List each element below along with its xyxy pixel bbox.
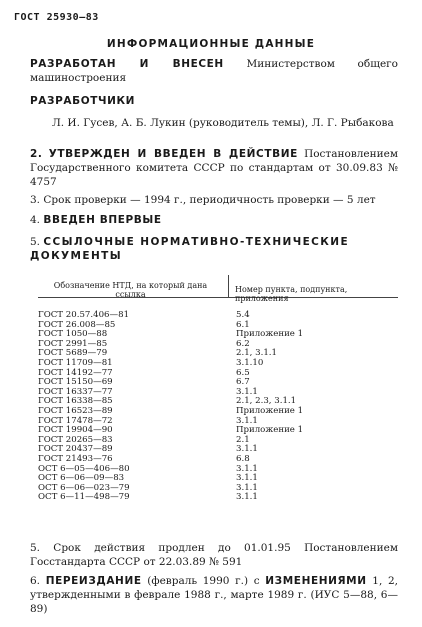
- table-cell-document: ОСТ 6—11—498—79: [38, 492, 130, 503]
- table-cell-clause: Приложение 1: [236, 329, 304, 340]
- table-cell-document: ОСТ 6—05—406—80: [38, 463, 130, 474]
- check-num: 3.: [30, 194, 41, 206]
- table-cell-clause: 6.8: [236, 453, 250, 464]
- table-col2-header: Номер пункта, подпункта, приложения: [235, 285, 348, 303]
- table-cell-clause: 3.1.1: [236, 492, 258, 503]
- table-cell-clause: 3.1.1: [236, 415, 258, 426]
- extended-num: 5.: [30, 542, 41, 554]
- table-body: [38, 311, 398, 503]
- table-cell-clause: 2.1, 2.3, 3.1.1: [236, 396, 297, 407]
- approved-text: Постановлением Государственного комитета СССР по стандартам от 30.09.83 № 4757: [30, 148, 398, 188]
- table-cell-document: ГОСТ 16337—77: [38, 386, 113, 397]
- table-cell-clause: Приложение 1: [236, 405, 304, 416]
- table-cell-document: ГОСТ 19904—90: [38, 425, 113, 436]
- reissue-mid: (февраль 1990 г.) с: [147, 575, 260, 587]
- refs-num: 5.: [30, 236, 41, 248]
- table-cell-clause: 3.1.1: [236, 482, 258, 493]
- refs-text: ССЫЛОЧНЫЕ НОРМАТИВНО-ТЕХНИЧЕСКИЕ ДОКУМЕНТЫ: [30, 236, 350, 262]
- table-cell-document: ГОСТ 20.57.406—81: [38, 310, 130, 320]
- table-cell-clause: 6.7: [236, 377, 250, 388]
- section-reissue: [30, 574, 398, 616]
- table-cell-clause: 6.2: [236, 338, 250, 349]
- table-cell-document: ГОСТ 20437—89: [38, 444, 113, 455]
- table-cell-document: ОСТ 6—06—09—83: [38, 473, 125, 484]
- reissue-num: 6.: [30, 575, 41, 587]
- table-cell-clause: 3.1.1: [236, 463, 258, 474]
- table-cell-document: ГОСТ 2991—85: [38, 338, 108, 349]
- section-check: [30, 193, 398, 207]
- table-cell-clause: 6.5: [236, 367, 250, 378]
- extended-text: Срок действия продлен до 01.01.95 Постановлением Госстандарта СССР от 22.03.89 № 591: [30, 542, 398, 568]
- table-cell-document: ГОСТ 20265—83: [38, 434, 113, 445]
- section-approved: [30, 147, 398, 189]
- approved-num: 2.: [30, 148, 43, 160]
- table-cell-document: ГОСТ 16523—89: [38, 405, 113, 416]
- section-extended: [30, 541, 398, 569]
- table-cell-clause: 3.1.1: [236, 473, 258, 484]
- table-row: [38, 493, 398, 503]
- developers-names: Л. И. Гусев, А. Б. Лукин (руководитель темы), Л. Г. Рыбакова: [52, 117, 394, 129]
- section-refs: [30, 235, 398, 263]
- table-col1-header: Обозначение НТД, на который дана ссылка: [53, 281, 208, 299]
- table-cell-document: ГОСТ 17478—72: [38, 415, 113, 426]
- table-cell-document: ГОСТ 26.008—85: [38, 319, 116, 330]
- table-header: [38, 274, 398, 303]
- first-text: ВВЕДЕН ВПЕРВЫЕ: [43, 214, 162, 226]
- table-cell-document: ГОСТ 16338—85: [38, 396, 113, 407]
- table-cell-document: ГОСТ 21493—76: [38, 453, 113, 464]
- table-cell-document: ГОСТ 15150—69: [38, 377, 113, 388]
- section-developed: [30, 57, 398, 85]
- approved-lead: УТВЕРЖДЕН И ВВЕДЕН В ДЕЙСТВИЕ: [48, 148, 298, 160]
- table-cell-clause: 3.1.10: [236, 357, 264, 368]
- developed-lead: РАЗРАБОТАН И ВНЕСЕН: [30, 58, 224, 70]
- reissue-lead: ПЕРЕИЗДАНИЕ: [45, 575, 142, 587]
- table-cell-clause: 2.1: [236, 434, 250, 445]
- table-cell-clause: Приложение 1: [236, 425, 304, 436]
- table-cell-document: ОСТ 6—06—023—79: [38, 482, 130, 493]
- section-first: [30, 213, 398, 227]
- developed-text: Министерством общего машиностроения: [30, 58, 398, 84]
- table-cell-clause: 3.1.1: [236, 386, 258, 397]
- reissue-text: 1, 2, утвержденными в феврале 1988 г., марте 1989 г. (ИУС 5—88, 6—89): [30, 575, 398, 615]
- table-cell-clause: 6.1: [236, 319, 250, 330]
- table-cell-clause: 2.1, 3.1.1: [236, 348, 277, 359]
- first-num: 4.: [30, 214, 41, 226]
- table-cell-document: ГОСТ 11709—81: [38, 357, 113, 368]
- table-cell-document: ГОСТ 1050—88: [38, 329, 108, 340]
- table-divider: [228, 275, 229, 297]
- page-header: ГОСТ 25930—83: [14, 12, 99, 23]
- references-table: [38, 274, 398, 503]
- check-text: Срок проверки — 1994 г., периодичность проверки — 5 лет: [43, 194, 376, 206]
- reissue-lead2: ИЗМЕНЕНИЯМИ: [265, 575, 367, 587]
- developers-heading: РАЗРАБОТЧИКИ: [30, 95, 136, 107]
- table-cell-document: ГОСТ 14192—77: [38, 367, 113, 378]
- page-title: ИНФОРМАЦИОННЫЕ ДАННЫЕ: [106, 38, 316, 50]
- table-cell-clause: 3.1.1: [236, 444, 258, 455]
- table-cell-clause: 5.4: [236, 310, 250, 320]
- table-cell-document: ГОСТ 5689—79: [38, 348, 108, 359]
